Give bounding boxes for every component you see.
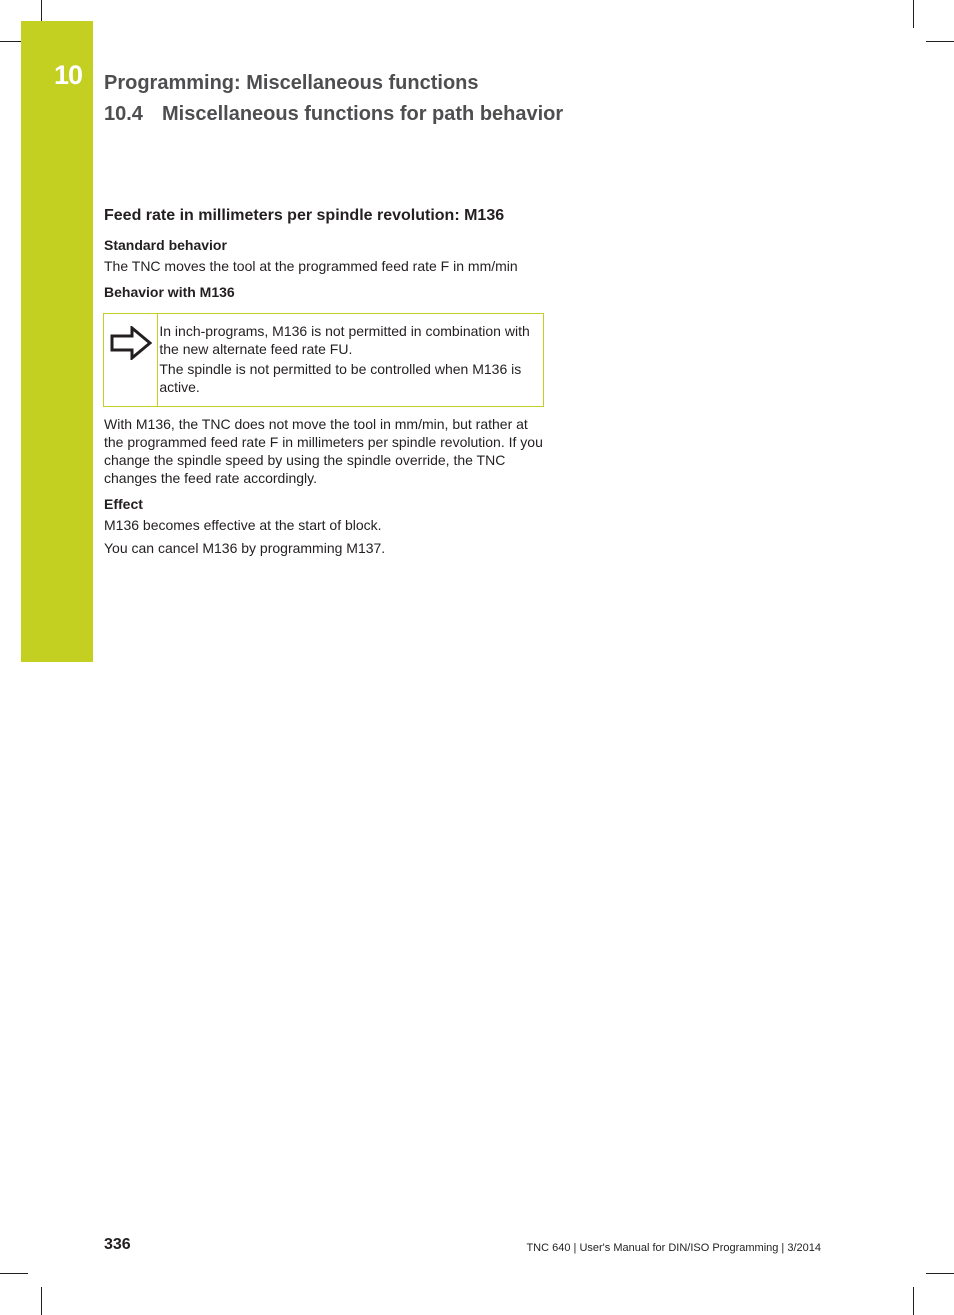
footer-document-info: TNC 640 | User's Manual for DIN/ISO Programming | 3/2014	[526, 1242, 821, 1254]
effect-label: Effect	[104, 496, 143, 512]
standard-behavior-label: Standard behavior	[104, 237, 227, 253]
body-paragraph: With M136, the TNC does not move the tool in mm/min, but rather at the programmed feed rate F in millimeters per spindle revolution. If you change the spindle speed by using the spindle override, the TNC changes the feed rate accordingly.	[104, 416, 543, 486]
note-line-2: The spindle is not permitted to be controlled when M136 is active.	[159, 361, 522, 395]
note-text	[158, 314, 543, 406]
standard-behavior-text: The TNC moves the tool at the programmed feed rate F in mm/min	[104, 258, 518, 274]
section-title: Miscellaneous functions for path behavior	[162, 103, 564, 125]
chapter-title: Programming: Miscellaneous functions	[104, 72, 479, 94]
crop-mark	[913, 1287, 914, 1315]
crop-mark	[0, 1273, 28, 1274]
crop-mark	[913, 0, 914, 28]
effect-text-2: You can cancel M136 by programming M137.	[104, 540, 386, 556]
crop-mark	[0, 41, 21, 42]
chapter-tab	[21, 21, 93, 662]
note-box	[103, 313, 544, 407]
main-content	[104, 205, 544, 562]
note-line-1: In inch-programs, M136 is not permitted in combination with the new alternate feed rate FU.	[159, 323, 530, 357]
crop-mark	[41, 0, 42, 21]
behavior-label: Behavior with M136	[104, 284, 235, 300]
section-number: 10.4	[104, 103, 143, 125]
crop-mark	[926, 1273, 954, 1274]
crop-mark	[926, 41, 954, 42]
chapter-number: 10	[54, 60, 83, 90]
topic-heading: Feed rate in millimeters per spindle revolution: M136	[104, 207, 505, 224]
effect-text-1: M136 becomes effective at the start of block.	[104, 517, 382, 533]
page-number: 336	[104, 1236, 131, 1253]
arrow-right-icon	[104, 314, 158, 406]
crop-mark	[41, 1287, 42, 1315]
